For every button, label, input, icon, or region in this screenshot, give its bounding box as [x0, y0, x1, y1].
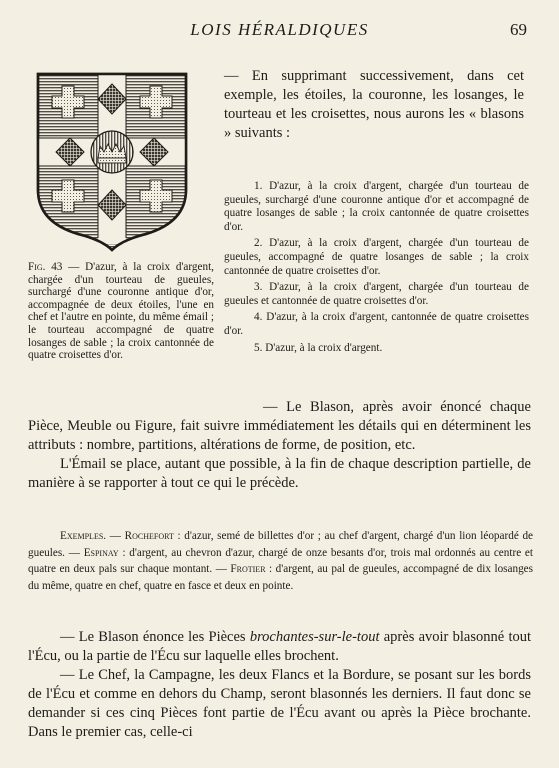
- blason-order-section: [28, 398, 531, 493]
- blason-list: [224, 180, 529, 358]
- brochantes-italic: brochantes-sur-le-tout: [249, 629, 380, 645]
- running-title: LOIS HÉRALDIQUES: [190, 20, 369, 39]
- example-name-espinay: Espinay: [83, 546, 119, 559]
- brochantes-post: après avoir blasonné tout l'Écu, ou la partie de l'Écu sur laquelle elles brochent.: [28, 629, 531, 664]
- blason-order-paragraph: — Le Blason, après avoir énoncé chaque Pièce, Meuble ou Figure, fait suivre immédiatement les détails qui en déterminent les attributs : nombre, partitions, altérations de forme, de position, etc.: [28, 399, 531, 453]
- example-text-frotier: : d'argent, au pal de gueules, accompagné de dix losanges du même, quatre en chef, quatre en fasce et deux en pointe.: [28, 563, 534, 592]
- blason-item-1: 1. D'azur, à la croix d'argent, chargée d'un tourteau de gueules, surchargé d'une couronne antique d'or et accompagné de quatre losanges de sable ; la croix cantonnée de quatre croisettes d'or.: [224, 180, 529, 233]
- figure-caption-text: — D'azur, à la croix d'argent, chargée d'un tourteau de gueules, surchargé d'une couronne antique d'or, accompagnée de deux étoiles, l'une en chef et l'autre en pointe, du même émail ; le tourteau accompagné de quatre losanges de sable ; la croix cantonnée de quatre croisettes d'or.: [28, 261, 214, 362]
- figure-caption: [28, 261, 214, 362]
- examples-block: Exemples. — Rochefort : d'azur, semé de billettes d'or ; au chef d'argent, chargé d'un lion léopardé de gueules. — Espinay : d'argent, au chevron d'azur, chargé de onze besants d'or, trois mal ordonnés au centre et quatre en deux pals sur chaque montant. — Frotier : d'argent, au pal de gueules, accompagné de dix losanges du même, quatre en chef, quatre en fasce et deux en pointe.: [28, 530, 534, 592]
- email-placement-paragraph: L'Émail se place, autant que possible, à la fin de chaque description partielle, de manière à se rapporter à tout ce qui le précède.: [28, 456, 531, 491]
- blason-item-4: 4. D'azur, à la croix d'argent, cantonnée de quatre croisettes d'or.: [224, 311, 529, 337]
- blason-item-3: 3. D'azur, à la croix d'argent, chargée d'un tourteau de gueules et cantonnée de quatre croisettes d'or.: [224, 281, 529, 307]
- intro-paragraph: — En supprimant successivement, dans cet exemple, les étoiles, la couronne, les losanges, le tourteau et les croisettes, nous aurons les « blasons » suivants :: [224, 68, 524, 141]
- brochantes-paragraph: [28, 628, 531, 666]
- blason-item-2: 2. D'azur, à la croix d'argent, chargée d'un tourteau de gueules, accompagné de quatre losanges de sable ; la croix cantonnée de quatre croisettes d'or.: [224, 237, 529, 277]
- example-text-espinay: : d'argent, au chevron d'azur, chargé de onze besants d'or, trois mal ordonnés au centre et quatre en deux pals sur chaque montant. —: [28, 546, 533, 575]
- brochantes-pre: — Le Blason énonce les Pièces: [60, 629, 250, 645]
- examples-lead: Exemples.: [60, 530, 107, 542]
- example-text-rochefort: : d'azur, semé de billettes d'or ; au chef d'argent, chargé d'un lion léopardé de gueules. —: [28, 530, 534, 559]
- blason-item-5: 5. D'azur, à la croix d'argent.: [254, 341, 383, 354]
- example-name-rochefort: Rochefort: [124, 530, 174, 542]
- example-name-frotier: Frotier: [230, 563, 266, 575]
- figure-label: Fig. 43: [28, 261, 63, 273]
- chef-paragraph: — Le Chef, la Campagne, les deux Flancs et la Bordure, se posant sur les bords de l'Écu et comme en dehors du Champ, seront blasonnés les derniers. Il faut donc se demander si ces cinq Pièces font partie de l'Écu avant ou après la Pièce brochante. Dans le premier cas, celle-ci: [28, 667, 531, 740]
- page-number: 69: [510, 20, 527, 39]
- closing-section: [28, 628, 531, 742]
- coat-of-arms-figure: [36, 72, 188, 252]
